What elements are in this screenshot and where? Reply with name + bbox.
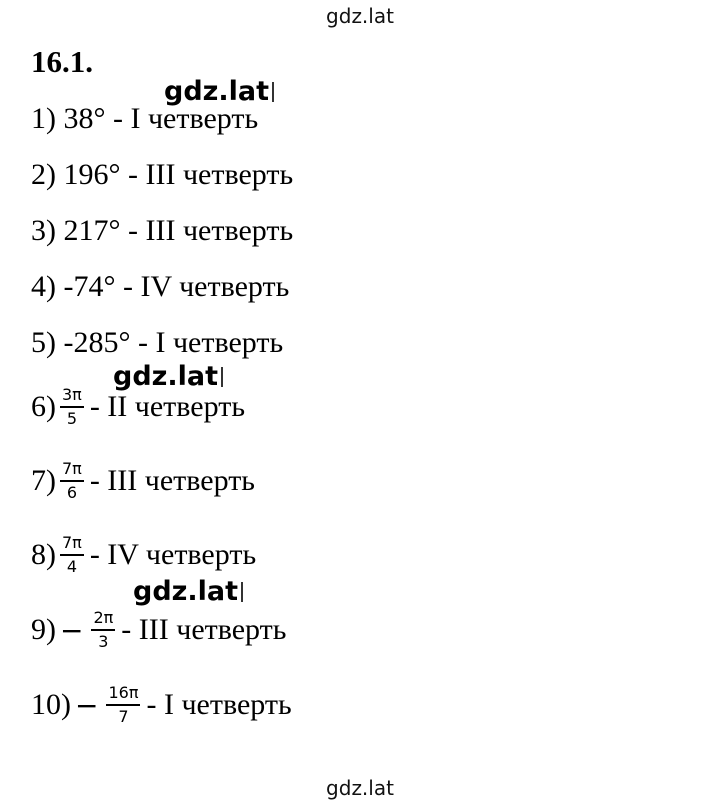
answer-line: 1) 38° - I четверть: [31, 102, 259, 135]
fraction-denominator: 6: [66, 483, 77, 503]
fraction: [60, 386, 84, 429]
answer-line: [31, 386, 245, 429]
watermark-bottom: gdz.lat: [326, 776, 394, 800]
answer-prefix: 7): [31, 464, 56, 498]
minus-sign: −: [60, 613, 84, 647]
answer-prefix: 8): [31, 538, 56, 572]
fraction-numerator: 2π: [91, 609, 115, 631]
fraction: [60, 460, 84, 503]
answer-prefix: 10): [31, 688, 71, 722]
answer-quadrant: - III четверть: [89, 464, 255, 498]
answer-line: 2) 196° - III четверть: [31, 158, 294, 191]
fraction-numerator: 16π: [106, 684, 140, 706]
watermark-top: gdz.lat: [326, 4, 394, 28]
answer-line: 3) 217° - III четверть: [31, 214, 294, 247]
exercise-number: 16.1.: [31, 44, 93, 79]
fraction: [106, 684, 140, 727]
answer-quadrant: - I четверть: [146, 688, 292, 722]
fraction-numerator: 3π: [60, 386, 84, 408]
fraction-numerator: 7π: [60, 460, 84, 482]
answer-line: [31, 684, 292, 727]
answer-prefix: 9): [31, 613, 56, 647]
answer-quadrant: - III четверть: [121, 613, 287, 647]
fraction: [91, 609, 115, 652]
fraction-denominator: 5: [66, 409, 77, 429]
answer-line: [31, 609, 286, 652]
fraction-denominator: 4: [66, 557, 77, 577]
fraction-numerator: 7π: [60, 534, 84, 556]
watermark-inline: gdz.lat: [133, 576, 243, 607]
fraction-denominator: 3: [98, 632, 109, 652]
answer-line: 5) -285° - I четверть: [31, 326, 284, 359]
answer-quadrant: - IV четверть: [89, 538, 257, 572]
answer-prefix: 6): [31, 390, 56, 424]
answer-line: 4) -74° - IV четверть: [31, 270, 290, 303]
answer-line: [31, 460, 255, 503]
answer-quadrant: - II четверть: [89, 390, 245, 424]
answer-line: [31, 534, 256, 577]
fraction: [60, 534, 84, 577]
watermark-inline: gdz.lat: [164, 76, 274, 107]
minus-sign: −: [75, 688, 99, 722]
watermark-inline: gdz.lat: [113, 361, 223, 392]
fraction-denominator: 7: [118, 707, 129, 727]
